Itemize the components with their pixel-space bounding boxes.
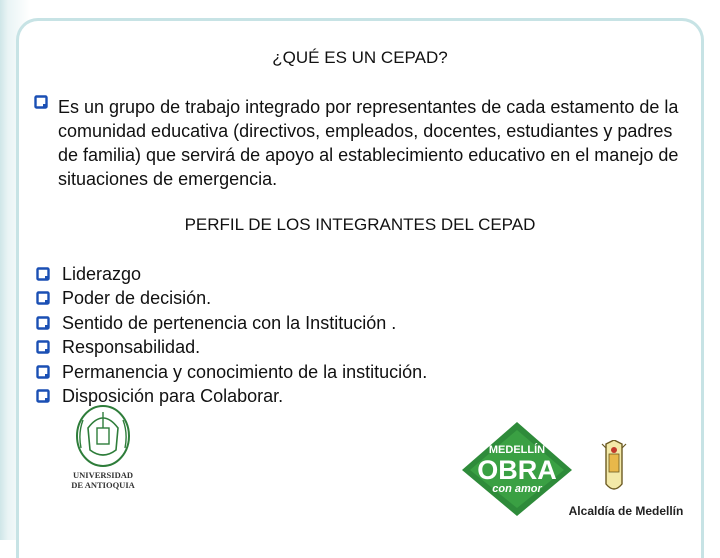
profile-item-label: Responsabilidad. [62,337,201,358]
profile-heading: PERFIL DE LOS INTEGRANTES DEL CEPAD [184,215,536,234]
square-bullet-icon [36,291,50,305]
profile-list [36,262,427,408]
slide-title: ¿QUÉ ES UN CEPAD? [272,48,448,67]
profile-item [36,311,427,335]
profile-item-label: Liderazgo [62,264,142,284]
profile-item [36,335,427,359]
intro-text: Es un grupo de trabajo integrado por representantes de cada estamento de la comunidad educativa (directivos, empleados, docentes, estudiantes y padres de familia) que servirá de apoyo al establecimiento educativo en el manejo de situaciones de emergencia. [58,97,679,189]
square-bullet-icon [34,95,48,109]
profile-item-label: Poder de decisión. [62,288,212,309]
profile-item [36,286,427,310]
intro-paragraph [34,95,694,191]
square-bullet-icon [36,389,50,403]
udea-name-line1: UNIVERSIDAD [73,470,133,480]
profile-item [36,262,427,286]
alcaldia-de-medellin-logo [556,440,696,518]
obra-line1: MEDELLÍN [488,444,546,456]
square-bullet-icon [36,340,50,354]
square-bullet-icon [36,365,50,379]
square-bullet-icon [36,316,50,330]
square-bullet-icon [36,267,50,281]
obra-line2: OBRA [477,455,557,485]
obra-line3: con amor [492,483,542,495]
profile-item-label: Sentido de pertenencia con la Institución . [62,312,397,333]
udea-name-line2: DE ANTIOQUIA [71,480,135,490]
profile-item-label: Permanencia y conocimiento de la institución. [62,361,428,382]
profile-item [36,360,427,384]
universidad-de-antioquia-logo [66,398,140,496]
profile-item-label: Disposición para Colaborar. [62,385,284,406]
alcaldia-name: Alcaldía de Medellín [568,504,684,518]
